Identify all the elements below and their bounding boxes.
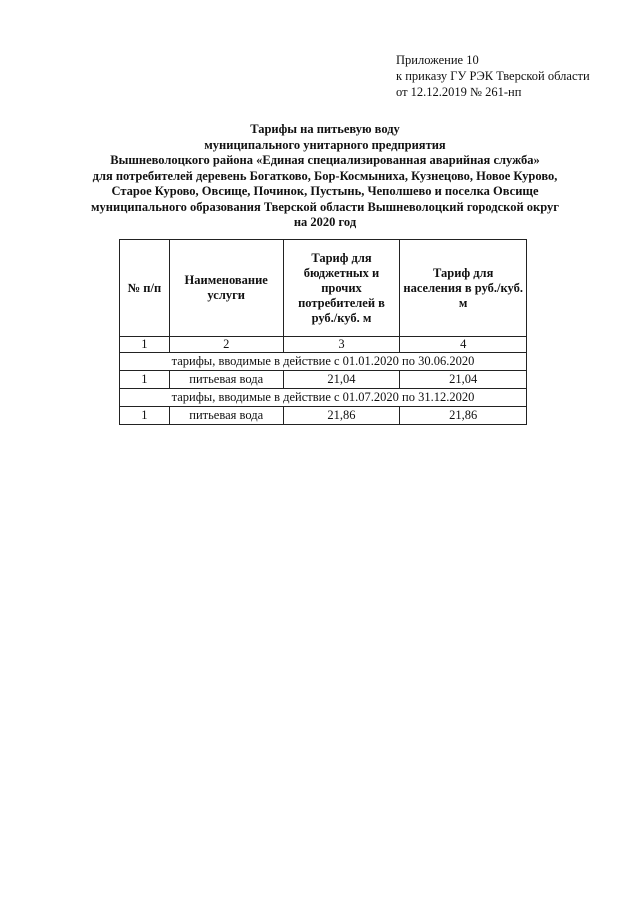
appendix-reference <box>396 52 590 100</box>
appendix-line: Приложение 10 <box>396 53 479 67</box>
column-number: 1 <box>120 337 170 353</box>
document-title <box>60 122 590 231</box>
row-population-tariff: 21,04 <box>400 371 527 389</box>
appendix-line: к приказу ГУ РЭК Тверской области <box>396 69 590 83</box>
table-row <box>120 407 527 425</box>
period-row <box>120 353 527 371</box>
column-number: 2 <box>169 337 283 353</box>
header-name: Наименование услуги <box>169 240 283 337</box>
header-population-tariff: Тариф для населения в руб./куб. м <box>400 240 527 337</box>
row-service-name: питьевая вода <box>169 407 283 425</box>
title-line: муниципального образования Тверской области Вышневолоцкий городской округ <box>91 199 559 214</box>
title-line: муниципального унитарного предприятия <box>204 137 446 152</box>
column-number: 3 <box>283 337 400 353</box>
tariff-table <box>119 239 527 425</box>
title-line: Старое Курово, Овсище, Починок, Пустынь, Чеполшево и поселка Овсище <box>111 184 539 198</box>
header-budget-tariff: Тариф для бюджетных и прочих потребителей в руб./куб. м <box>283 240 400 337</box>
title-line: на 2020 год <box>293 215 357 229</box>
row-service-name: питьевая вода <box>169 371 283 389</box>
row-num: 1 <box>120 407 170 425</box>
row-num: 1 <box>120 371 170 389</box>
period-row <box>120 389 527 407</box>
title-line: Тарифы на питьевую воду <box>250 122 400 136</box>
period-label: тарифы, вводимые в действие с 01.01.2020 по 30.06.2020 <box>120 353 527 371</box>
period-label: тарифы, вводимые в действие с 01.07.2020 по 31.12.2020 <box>120 389 527 407</box>
row-population-tariff: 21,86 <box>400 407 527 425</box>
title-line: для потребителей деревень Богатково, Бор-Космыниха, Кузнецово, Новое Курово, <box>92 168 558 183</box>
appendix-line: от 12.12.2019 № 261-нп <box>396 85 522 99</box>
row-budget-tariff: 21,04 <box>283 371 400 389</box>
header-num: № п/п <box>120 240 170 337</box>
table-header-row <box>120 240 527 337</box>
column-number-row <box>120 337 527 353</box>
table-row <box>120 371 527 389</box>
column-number: 4 <box>400 337 527 353</box>
row-budget-tariff: 21,86 <box>283 407 400 425</box>
title-line: Вышневолоцкого района «Единая специализированная аварийная служба» <box>110 153 540 167</box>
